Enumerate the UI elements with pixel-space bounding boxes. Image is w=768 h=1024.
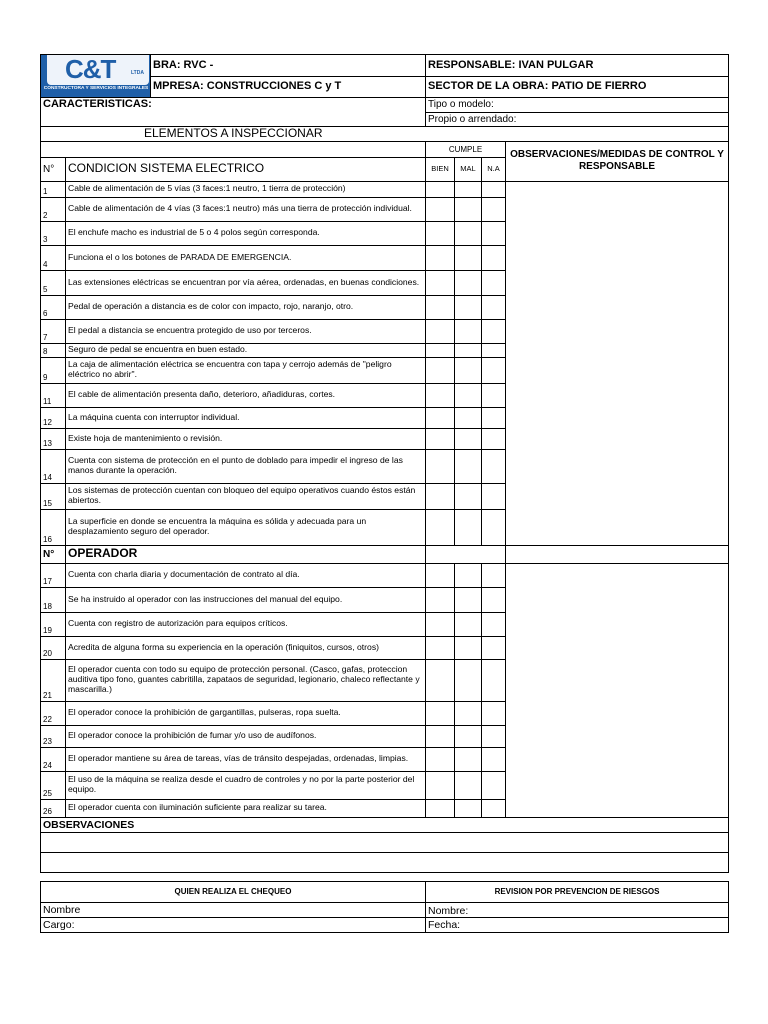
item-text: Los sistemas de protección cuentan con bloqueo del equipo operativos cuando éstos están abiertos. (66, 483, 426, 509)
mal-checkbox-cell[interactable] (455, 636, 482, 659)
nombre-field-left[interactable]: Nombre (41, 902, 426, 917)
quien-realiza-header: QUIEN REALIZA EL CHEQUEO (41, 881, 426, 902)
item-text: Existe hoja de mantenimiento o revisión. (66, 428, 426, 449)
section2-observations-cell[interactable] (506, 563, 729, 817)
item-text: El operador conoce la prohibición de fumar y/o uso de audífonos. (66, 725, 426, 747)
bien-checkbox-cell[interactable] (426, 343, 455, 357)
blank-cell (506, 545, 729, 563)
mal-checkbox-cell[interactable] (455, 197, 482, 221)
item-number: 13 (41, 428, 66, 449)
section1-observations-cell[interactable] (506, 181, 729, 545)
na-checkbox-cell[interactable] (482, 449, 506, 483)
observaciones-input[interactable] (41, 852, 729, 872)
section2-row (41, 563, 729, 587)
item-text: Cable de alimentación de 5 vías (3 faces:1 neutro, 1 tierra de protección) (66, 181, 426, 197)
item-number: 4 (41, 245, 66, 270)
logo-text: C&T (65, 55, 116, 84)
bien-checkbox-cell[interactable] (426, 181, 455, 197)
bien-checkbox-cell[interactable] (426, 428, 455, 449)
empresa-field: MPRESA: CONSTRUCCIONES C y T (151, 76, 426, 98)
na-checkbox-cell[interactable] (482, 483, 506, 509)
item-text: La superficie en donde se encuentra la máquina es sólida y adecuada para un desplazamiento seguro del operador. (66, 509, 426, 545)
item-text: El cable de alimentación presenta daño, deterioro, añadiduras, cortes. (66, 383, 426, 407)
bien-checkbox-cell[interactable] (426, 221, 455, 245)
na-checkbox-cell[interactable] (482, 771, 506, 799)
item-number: 18 (41, 587, 66, 612)
bien-checkbox-cell[interactable] (426, 357, 455, 383)
section2-title: OPERADOR (66, 545, 426, 563)
bien-checkbox-cell[interactable] (426, 799, 455, 817)
mal-checkbox-cell[interactable] (455, 270, 482, 295)
item-number: 23 (41, 725, 66, 747)
item-text: Seguro de pedal se encuentra en buen estado. (66, 343, 426, 357)
item-text: La caja de alimentación eléctrica se encuentra con tapa y cerrojo además de "peligro eléctrico no abrir". (66, 357, 426, 383)
item-text: Acredita de alguna forma su experiencia en la operación (finiquitos, cursos, otros) (66, 636, 426, 659)
item-text: Se ha instruido al operador con las instrucciones del manual del equipo. (66, 587, 426, 612)
na-checkbox-cell[interactable] (482, 383, 506, 407)
section1-row (41, 181, 729, 197)
na-header: N.A (482, 157, 506, 181)
observaciones-line (41, 852, 729, 872)
signature-row (41, 902, 729, 917)
item-text: El operador mantiene su área de tareas, vías de tránsito despejadas, ordenadas, limpias. (66, 747, 426, 771)
item-number: 6 (41, 295, 66, 319)
blank-cell (426, 545, 506, 563)
item-number: 5 (41, 270, 66, 295)
inspection-form (40, 54, 728, 933)
propio-arrendado-field: Propio o arrendado: (426, 113, 729, 127)
section2-header-row (41, 545, 729, 563)
bien-checkbox-cell[interactable] (426, 383, 455, 407)
observaciones-header: OBSERVACIONES/MEDIDAS DE CONTROL Y RESPONSABLE (506, 141, 729, 181)
tipo-modelo-field: Tipo o modelo: (426, 98, 729, 113)
bien-checkbox-cell[interactable] (426, 747, 455, 771)
na-checkbox-cell[interactable] (482, 563, 506, 587)
mal-checkbox-cell[interactable] (455, 725, 482, 747)
bien-checkbox-cell[interactable] (426, 636, 455, 659)
item-number: 3 (41, 221, 66, 245)
item-number: 1 (41, 181, 66, 197)
spacer-cell (41, 872, 729, 881)
bien-checkbox-cell[interactable] (426, 270, 455, 295)
bien-checkbox-cell[interactable] (426, 659, 455, 701)
na-checkbox-cell[interactable] (482, 197, 506, 221)
mal-checkbox-cell[interactable] (455, 407, 482, 428)
item-text: El pedal a distancia se encuentra protegido de uso por terceros. (66, 319, 426, 343)
mal-checkbox-cell[interactable] (455, 771, 482, 799)
section1-title: CONDICION SISTEMA ELECTRICO (66, 157, 426, 181)
na-checkbox-cell[interactable] (482, 659, 506, 701)
na-checkbox-cell[interactable] (482, 221, 506, 245)
mal-checkbox-cell[interactable] (455, 799, 482, 817)
item-number: 12 (41, 407, 66, 428)
mal-checkbox-cell[interactable] (455, 747, 482, 771)
bien-checkbox-cell[interactable] (426, 725, 455, 747)
item-number: 25 (41, 771, 66, 799)
company-logo (41, 55, 151, 98)
item-text: Cuenta con registro de autorización para equipos críticos. (66, 612, 426, 636)
mal-checkbox-cell[interactable] (455, 563, 482, 587)
mal-checkbox-cell[interactable] (455, 659, 482, 701)
bien-checkbox-cell[interactable] (426, 563, 455, 587)
item-number: 24 (41, 747, 66, 771)
bien-checkbox-cell[interactable] (426, 483, 455, 509)
na-checkbox-cell[interactable] (482, 428, 506, 449)
item-number: 14 (41, 449, 66, 483)
mal-checkbox-cell[interactable] (455, 343, 482, 357)
item-number: 19 (41, 612, 66, 636)
item-text: El operador conoce la prohibición de gargantillas, pulseras, ropa suelta. (66, 701, 426, 725)
responsable-field: RESPONSABLE: IVAN PULGAR (426, 55, 729, 77)
sector-field: SECTOR DE LA OBRA: PATIO DE FIERRO (426, 76, 729, 98)
cumple-header: CUMPLE (426, 141, 506, 157)
bien-checkbox-cell[interactable] (426, 245, 455, 270)
na-checkbox-cell[interactable] (482, 270, 506, 295)
mal-checkbox-cell[interactable] (455, 357, 482, 383)
mal-checkbox-cell[interactable] (455, 587, 482, 612)
item-number: 8 (41, 343, 66, 357)
observaciones-row (41, 817, 729, 832)
na-checkbox-cell[interactable] (482, 319, 506, 343)
cargo-field[interactable]: Cargo: (41, 917, 426, 932)
na-checkbox-cell[interactable] (482, 357, 506, 383)
item-text: Cuenta con charla diaria y documentación de contrato al día. (66, 563, 426, 587)
item-text: La máquina cuenta con interruptor individual. (66, 407, 426, 428)
na-checkbox-cell[interactable] (482, 725, 506, 747)
item-number: 21 (41, 659, 66, 701)
mal-checkbox-cell[interactable] (455, 383, 482, 407)
item-number: 17 (41, 563, 66, 587)
logo-subtext: LTDA (131, 70, 144, 76)
na-checkbox-cell[interactable] (482, 181, 506, 197)
mal-checkbox-cell[interactable] (455, 245, 482, 270)
fecha-field[interactable]: Fecha: (426, 917, 729, 932)
item-text: Cuenta con sistema de protección en el punto de doblado para impedir el ingreso de las manos durante la operación. (66, 449, 426, 483)
observaciones-label: OBSERVACIONES (41, 817, 729, 832)
item-text: El operador cuenta con todo su equipo de protección personal. (Casco, gafas, proteccion auditiva tipo fono, guantes cabritilla, zapataos de seguridad, legionario, chaleco reflectante y mascarilla.) (66, 659, 426, 701)
num-header: N° (41, 157, 66, 181)
obra-field: BRA: RVC - (151, 55, 426, 77)
item-text: El uso de la máquina se realiza desde el cuadro de controles y no por la parte posterior del equipo. (66, 771, 426, 799)
observaciones-input[interactable] (41, 832, 729, 852)
bien-header: BIEN (426, 157, 455, 181)
item-number: 9 (41, 357, 66, 383)
revision-header: REVISION POR PREVENCION DE RIESGOS (426, 881, 729, 902)
spacer-row (41, 872, 729, 881)
item-text: El enchufe macho es industrial de 5 o 4 polos según corresponda. (66, 221, 426, 245)
item-number: 15 (41, 483, 66, 509)
mal-checkbox-cell[interactable] (455, 483, 482, 509)
signature-header-row (41, 881, 729, 902)
item-number: 26 (41, 799, 66, 817)
mal-checkbox-cell[interactable] (455, 295, 482, 319)
item-number: 11 (41, 383, 66, 407)
item-text: El operador cuenta con iluminación suficiente para realizar su tarea. (66, 799, 426, 817)
nombre-field-right[interactable]: Nombre: (426, 902, 729, 917)
na-checkbox-cell[interactable] (482, 799, 506, 817)
bien-checkbox-cell[interactable] (426, 407, 455, 428)
mal-checkbox-cell[interactable] (455, 509, 482, 545)
num-header: N° (41, 545, 66, 563)
na-checkbox-cell[interactable] (482, 343, 506, 357)
inspect-title: ELEMENTOS A INSPECCIONAR (41, 127, 426, 142)
mal-checkbox-cell[interactable] (455, 449, 482, 483)
bien-checkbox-cell[interactable] (426, 509, 455, 545)
bien-checkbox-cell[interactable] (426, 197, 455, 221)
bien-checkbox-cell[interactable] (426, 771, 455, 799)
mal-checkbox-cell[interactable] (455, 221, 482, 245)
na-checkbox-cell[interactable] (482, 747, 506, 771)
item-number: 2 (41, 197, 66, 221)
bien-checkbox-cell[interactable] (426, 587, 455, 612)
mal-checkbox-cell[interactable] (455, 428, 482, 449)
na-checkbox-cell[interactable] (482, 612, 506, 636)
mal-checkbox-cell[interactable] (455, 319, 482, 343)
signature-row (41, 917, 729, 932)
na-checkbox-cell[interactable] (482, 701, 506, 725)
bien-checkbox-cell[interactable] (426, 449, 455, 483)
item-number: 7 (41, 319, 66, 343)
na-checkbox-cell[interactable] (482, 245, 506, 270)
item-number: 22 (41, 701, 66, 725)
item-text: Pedal de operación a distancia es de color con impacto, rojo, naranjo, otro. (66, 295, 426, 319)
bien-checkbox-cell[interactable] (426, 319, 455, 343)
bien-checkbox-cell[interactable] (426, 612, 455, 636)
mal-checkbox-cell[interactable] (455, 181, 482, 197)
item-text: Las extensiones eléctricas se encuentran por vía aérea, ordenadas, en buenas condiciones. (66, 270, 426, 295)
na-checkbox-cell[interactable] (482, 407, 506, 428)
item-text: Cable de alimentación de 4 vías (3 faces:1 neutro) más una tierra de protección individual. (66, 197, 426, 221)
mal-checkbox-cell[interactable] (455, 701, 482, 725)
bien-checkbox-cell[interactable] (426, 295, 455, 319)
na-checkbox-cell[interactable] (482, 509, 506, 545)
logo-tagline: CONSTRUCTORA Y SERVICIOS INTEGRALES (43, 86, 149, 91)
item-number: 16 (41, 509, 66, 545)
na-checkbox-cell[interactable] (482, 636, 506, 659)
bien-checkbox-cell[interactable] (426, 701, 455, 725)
na-checkbox-cell[interactable] (482, 295, 506, 319)
item-number: 20 (41, 636, 66, 659)
caracteristicas-field: CARACTERISTICAS: (41, 98, 426, 127)
item-text: Funciona el o los botones de PARADA DE EMERGENCIA. (66, 245, 426, 270)
na-checkbox-cell[interactable] (482, 587, 506, 612)
mal-checkbox-cell[interactable] (455, 612, 482, 636)
observaciones-line (41, 832, 729, 852)
mal-header: MAL (455, 157, 482, 181)
